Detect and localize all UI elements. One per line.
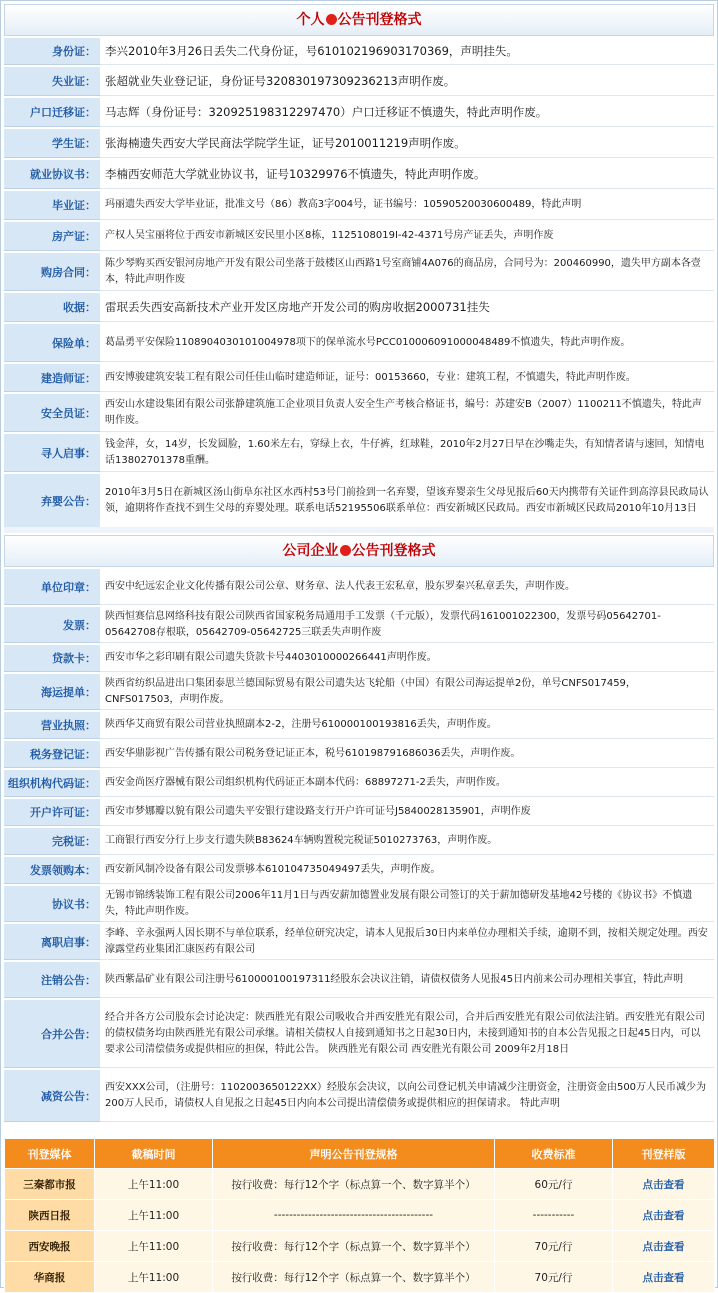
rates-header-deadline: 截稿时间 <box>95 1139 213 1169</box>
notice-row <box>4 98 714 127</box>
red-dot-icon <box>326 14 337 25</box>
notice-text: 陕西华艾商贸有限公司营业执照副本2-2，注册号610000100193816丢失，声明作废。 <box>100 712 714 739</box>
rates-fee: 70元/行 <box>495 1262 613 1293</box>
company-section <box>4 535 714 1124</box>
notice-row <box>4 607 714 643</box>
notice-row <box>4 394 714 432</box>
notice-text: 钱金萍，女，14岁，长发圆脸，1.60米左右，穿绿上衣，牛仔裤，红球鞋，2010年2月27日早在沙嘴走失，有知情者请与速回，知情电话13802701378重酬。 <box>100 434 714 472</box>
notice-row <box>4 924 714 960</box>
notice-label: 注销公告： <box>4 962 100 998</box>
rates-deadline: 上午11:00 <box>95 1231 213 1262</box>
notice-text: 工商银行西安分行上步支行遗失陕B83624车辆购置税完税证5010273763，声明作废。 <box>100 828 714 855</box>
notice-label: 购房合同： <box>4 253 100 291</box>
rates-deadline: 上午11:00 <box>95 1262 213 1293</box>
notice-label: 弃婴公告： <box>4 474 100 528</box>
company-title-left: 公司企业 <box>282 543 339 559</box>
notice-row <box>4 712 714 739</box>
notice-label: 发票领购本： <box>4 857 100 884</box>
notice-label: 单位印章： <box>4 569 100 605</box>
notice-label: 安全员证： <box>4 394 100 432</box>
rates-spec: 按行收费：每行12个字（标点算一个、数字算半个） <box>213 1262 495 1293</box>
notice-label: 税务登记证： <box>4 741 100 768</box>
notice-text: 李楠西安师范大学就业协议书，证号10329976不慎遗失，特此声明作废。 <box>100 160 714 189</box>
notice-row <box>4 741 714 768</box>
notice-row <box>4 253 714 291</box>
company-title-right: 公告刊登格式 <box>351 543 436 559</box>
notice-text: 西安新风制冷设备有限公司发票够本610104735049497丢失，声明作废。 <box>100 857 714 884</box>
notice-row <box>4 324 714 362</box>
rates-table <box>4 1138 715 1293</box>
notice-row <box>4 129 714 158</box>
notice-text: 西安市梦娜瓣以貌有限公司遗失平安银行建设路支行开户许可证号J5840028135901，声明作废 <box>100 799 714 826</box>
notice-row <box>4 434 714 472</box>
rates-media: 陕西日报 <box>5 1200 95 1231</box>
view-sample-link[interactable]: 点击查看 <box>613 1169 715 1200</box>
notice-text: 张海楠遗失西安大学民商法学院学生证，证号2010011219声明作废。 <box>100 129 714 158</box>
personal-title-left: 个人 <box>296 12 325 28</box>
notice-label: 贷款卡： <box>4 645 100 672</box>
notice-label: 收据： <box>4 293 100 322</box>
notice-row <box>4 160 714 189</box>
notice-text: 西安中纪远宏企业文化传播有限公司公章、财务章、法人代表王宏私章，股东罗秦兴私章丢失，声明作废。 <box>100 569 714 605</box>
notice-text: 2010年3月5日在新城区汤山街阜东社区水西村53号门前捡到一名弃婴，望该弃婴亲生父母见报后60天内携带有关证件到高淳县民政局认领，逾期将作查找不到生父母的弃婴处理。联系电话52195506联系单位：西安新城区民政局。西安市新城区民政局2010年10月13日 <box>100 474 714 528</box>
rates-fee: ----------- <box>495 1200 613 1231</box>
notice-text: 雷珉丢失西安高新技术产业开发区房地产开发公司的购房收据2000731挂失 <box>100 293 714 322</box>
notice-row <box>4 674 714 710</box>
rates-row <box>5 1169 715 1200</box>
notice-row <box>4 799 714 826</box>
notice-label: 户口迁移证： <box>4 98 100 127</box>
notice-text: 李兴2010年3月26日丢失二代身份证，号610102196903170369，声明挂失。 <box>100 38 714 65</box>
notice-row <box>4 770 714 797</box>
section-divider <box>4 527 714 533</box>
notice-row <box>4 857 714 884</box>
notice-row <box>4 1070 714 1122</box>
notice-label: 离职启事： <box>4 924 100 960</box>
company-section-title <box>4 535 714 567</box>
notice-label: 身份证： <box>4 38 100 65</box>
notice-row <box>4 828 714 855</box>
notice-text: 无锡市锦绣装饰工程有限公司2006年11月1日与西安薪加德置业发展有限公司签订的关于薪加德研发基地42号楼的《协议书》不慎遗失，特此声明作废。 <box>100 886 714 922</box>
rates-section <box>4 1138 714 1293</box>
rates-header-sample: 刊登样版 <box>613 1139 715 1169</box>
notice-row <box>4 962 714 998</box>
notice-label: 协议书： <box>4 886 100 922</box>
notice-row <box>4 67 714 96</box>
notice-text: 西安XXX公司，（注册号：1102003650122XX）经股东会决议，以向公司登记机关申请减少注册资金，注册资金由500万人民币减少为200万人民币，请债权人自见报之日起45日内向本公司提出清偿债务或提供相应的担保请求。 特此声明 <box>100 1070 714 1122</box>
notice-text: 张超就业失业登记证，身份证号320830197309236213声明作废。 <box>100 67 714 96</box>
notice-row <box>4 293 714 322</box>
company-notice-table <box>4 567 714 1124</box>
notice-label: 建造师证： <box>4 364 100 392</box>
notice-text: 陕西省纺织品进出口集团泰思兰德国际贸易有限公司遗失达飞轮船（中国）有限公司海运提单2份，单号CNFS017459，CNFS017503，声明作废。 <box>100 674 714 710</box>
notice-text: 李峰、辛永强两人因长期不与单位联系，经单位研究决定，请本人见报后30日内来单位办理相关手续，逾期不到，按相关规定处理。西安濠露堂药业集团汇康医药有限公司 <box>100 924 714 960</box>
notice-row <box>4 645 714 672</box>
notice-row <box>4 222 714 251</box>
personal-notice-table <box>4 36 714 530</box>
notice-row <box>4 474 714 528</box>
notice-row <box>4 364 714 392</box>
notice-label: 保险单： <box>4 324 100 362</box>
notice-label: 寻人启事： <box>4 434 100 472</box>
rates-spec: ------------------------------------------ <box>213 1200 495 1231</box>
notice-label: 发票： <box>4 607 100 643</box>
notice-label: 完税证： <box>4 828 100 855</box>
personal-title-right: 公告刊登格式 <box>337 12 422 28</box>
view-sample-link[interactable]: 点击查看 <box>613 1231 715 1262</box>
rates-header-spec: 声明公告刊登规格 <box>213 1139 495 1169</box>
rates-deadline: 上午11:00 <box>95 1200 213 1231</box>
notice-text: 产权人吴宝丽将位于西安市新城区安民里小区8栋，1125108019I-42-4371号房产证丢失，声明作废 <box>100 222 714 251</box>
notice-text: 陕西紫晶矿业有限公司注册号610000100197311经股东会决议注销，请债权债务人见报45日内前来公司办理相关事宜，特此声明 <box>100 962 714 998</box>
notice-text: 西安市华之彩印刷有限公司遗失贷款卡号4403010000266441声明作废。 <box>100 645 714 672</box>
rates-header-row <box>5 1139 715 1169</box>
notice-row <box>4 569 714 605</box>
notice-text: 经合并各方公司股东会讨论决定：陕西胜光有限公司吸收合并西安胜光有限公司，合并后西安胜光有限公司依法注销。西安胜光有限公司的债权债务均由陕西胜光有限公司承继。请相关债权人自接到通知书之日起30日内，未接到通知书的自本公告见报之日起45日内，可以要求公司清偿债务或提供相应的担保，特此公告。 陕西胜光有限公司 西安胜光有限公司 2009年2月18日 <box>100 1000 714 1068</box>
notice-text: 西安金尚医疗器械有限公司组织机构代码证正本副本代码：68897271-2丢失，声明作废。 <box>100 770 714 797</box>
notice-label: 减资公告： <box>4 1070 100 1122</box>
notice-text: 陈少琴购买西安银河房地产开发有限公司坐落于鼓楼区山西路1号室商铺4A076的商品房，合同号为：200460990，遗失甲方副本各壹本，特此声明作废 <box>100 253 714 291</box>
rates-media: 华商报 <box>5 1262 95 1293</box>
rates-deadline: 上午11:00 <box>95 1169 213 1200</box>
red-dot-icon <box>340 545 351 556</box>
notice-label: 营业执照： <box>4 712 100 739</box>
notice-text: 马志辉（身份证号：320925198312297470）户口迁移证不慎遗失，特此声明作废。 <box>100 98 714 127</box>
notice-text: 西安华鼎影视广告传播有限公司税务登记证正本，税号610198791686036丢失，声明作废。 <box>100 741 714 768</box>
notice-text: 陕西恒赛信息网络科技有限公司陕西省国家税务局通用手工发票（千元版），发票代码161001022300，发票号码05642701-05642708存根联，05642709-05642725三联丢失声明作废 <box>100 607 714 643</box>
notice-row <box>4 886 714 922</box>
personal-section <box>4 4 714 530</box>
rates-header-fee: 收费标准 <box>495 1139 613 1169</box>
rates-fee: 70元/行 <box>495 1231 613 1262</box>
rates-media: 三秦都市报 <box>5 1169 95 1200</box>
notice-text: 西安山水建设集团有限公司张静建筑施工企业项目负责人安全生产考核合格证书，编号：苏建安B（2007）1100211不慎遗失，特此声明作废。 <box>100 394 714 432</box>
notice-text: 玛丽遗失西安大学毕业证，批准文号（86）教高3字004号，证书编号：10590520030600489，特此声明 <box>100 191 714 220</box>
notice-label: 学生证： <box>4 129 100 158</box>
notice-label: 就业协议书： <box>4 160 100 189</box>
rates-header-media: 刊登媒体 <box>5 1139 95 1169</box>
notice-label: 房产证： <box>4 222 100 251</box>
view-sample-link[interactable]: 点击查看 <box>613 1262 715 1293</box>
notice-label: 海运提单： <box>4 674 100 710</box>
rates-spec: 按行收费：每行12个字（标点算一个、数字算半个） <box>213 1231 495 1262</box>
view-sample-link[interactable]: 点击查看 <box>613 1200 715 1231</box>
notice-text: 西安博骏建筑安装工程有限公司任佳山临时建造师证，证号：00153660，专业：建筑工程，不慎遗失，特此声明作废。 <box>100 364 714 392</box>
personal-section-title <box>4 4 714 36</box>
notice-label: 开户许可证： <box>4 799 100 826</box>
rates-spec: 按行收费：每行12个字（标点算一个、数字算半个） <box>213 1169 495 1200</box>
notice-row <box>4 1000 714 1068</box>
notice-label: 毕业证： <box>4 191 100 220</box>
rates-fee: 60元/行 <box>495 1169 613 1200</box>
notice-label: 组织机构代码证： <box>4 770 100 797</box>
notice-text: 葛晶勇平安保险1108904030101004978项下的保单流水号PCC010006091000048489不慎遗失，特此声明作废。 <box>100 324 714 362</box>
rates-row <box>5 1200 715 1231</box>
notice-row <box>4 191 714 220</box>
rates-row <box>5 1231 715 1262</box>
notice-label: 失业证： <box>4 67 100 96</box>
rates-media: 西安晚报 <box>5 1231 95 1262</box>
notice-label: 合并公告： <box>4 1000 100 1068</box>
notice-row <box>4 38 714 65</box>
